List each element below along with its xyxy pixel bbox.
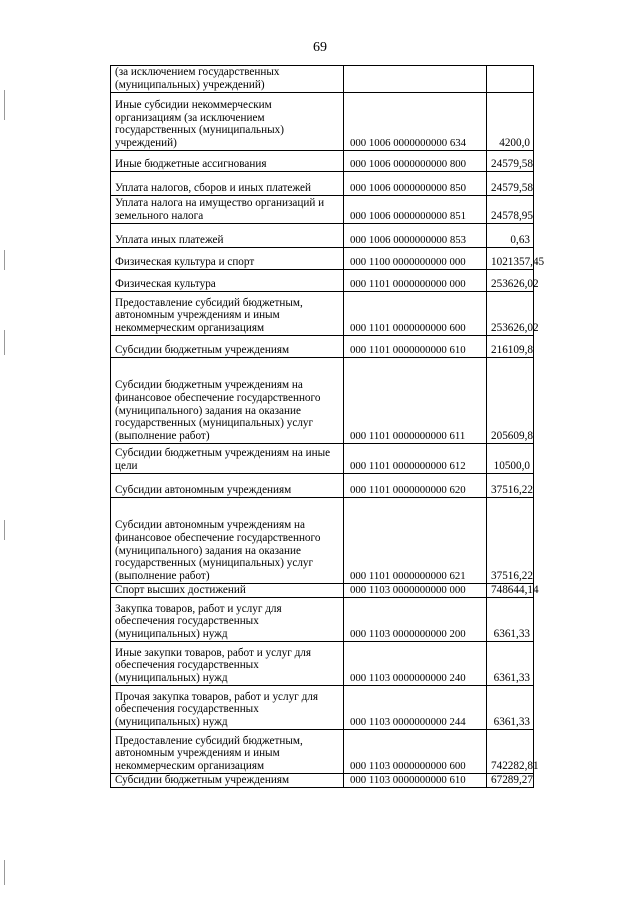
row-amount: 6361,33 [487,642,534,686]
table-row [111,224,534,248]
row-amount [487,66,534,93]
table-row [111,474,534,498]
row-code: 000 1103 0000000000 200 [344,598,487,642]
table-row [111,292,534,336]
table-row [111,270,534,292]
row-code: 000 1103 0000000000 610 [344,774,487,788]
row-name: Уплата налогов, сборов и иных платежей [111,172,344,196]
row-code: 000 1103 0000000000 244 [344,686,487,730]
scan-mark [4,520,5,540]
row-code: 000 1103 0000000000 600 [344,730,487,774]
row-code: 000 1006 0000000000 853 [344,224,487,248]
page-number: 69 [313,40,327,55]
row-name: Иные субсидии некоммерческим организациям (за исключением государственных (муниципальных) учреждений) [111,93,344,151]
table-row [111,584,534,598]
table-row [111,172,534,196]
row-amount: 6361,33 [487,686,534,730]
row-name: Субсидии бюджетным учреждениям [111,336,344,358]
row-name: Уплата налога на имущество организаций и земельного налога [111,196,344,224]
row-amount: 205609,8 [487,358,534,444]
row-amount: 4200,0 [487,93,534,151]
row-amount: 37516,22 [487,474,534,498]
row-amount: 37516,22 [487,498,534,584]
row-code: 000 1100 0000000000 000 [344,248,487,270]
scan-mark [4,250,5,270]
scan-mark [4,90,5,120]
row-name: Иные бюджетные ассигнования [111,151,344,172]
table-row [111,66,534,93]
row-code: 000 1006 0000000000 634 [344,93,487,151]
table-row [111,730,534,774]
table-row [111,196,534,224]
row-amount: 1021357,45 [487,248,534,270]
row-name: Предоставление субсидий бюджетным, автономным учреждениям и иным некоммерческим организациям [111,730,344,774]
row-amount: 24579,58 [487,151,534,172]
row-name: Субсидии бюджетным учреждениям на иные цели [111,444,344,474]
table-row [111,686,534,730]
row-code: 000 1006 0000000000 851 [344,196,487,224]
row-code: 000 1006 0000000000 850 [344,172,487,196]
row-name: Иные закупки товаров, работ и услуг для обеспечения государственных (муниципальных) нужд [111,642,344,686]
row-name: Прочая закупка товаров, работ и услуг для обеспечения государственных (муниципальных) нужд [111,686,344,730]
row-name: Уплата иных платежей [111,224,344,248]
row-name: (за исключением государственных (муниципальных) учреждений) [111,66,344,93]
row-name: Субсидии бюджетным учреждениям на финансовое обеспечение государственного (муниципального) задания на оказание государственных (муниципальных) услуг (выполнение работ) [111,358,344,444]
row-amount: 24579,58 [487,172,534,196]
table-row [111,642,534,686]
table-row [111,336,534,358]
row-code: 000 1006 0000000000 800 [344,151,487,172]
row-amount: 253626,02 [487,292,534,336]
table-row [111,598,534,642]
scan-mark [4,330,5,355]
row-amount: 24578,95 [487,196,534,224]
table-row [111,93,534,151]
row-code: 000 1101 0000000000 620 [344,474,487,498]
table-row [111,248,534,270]
table-row [111,358,534,444]
row-code [344,66,487,93]
table-row [111,151,534,172]
row-code: 000 1103 0000000000 240 [344,642,487,686]
row-code: 000 1101 0000000000 611 [344,358,487,444]
table-row [111,774,534,788]
table-row [111,444,534,474]
row-code: 000 1101 0000000000 600 [344,292,487,336]
row-name: Физическая культура [111,270,344,292]
row-code: 000 1101 0000000000 621 [344,498,487,584]
row-amount: 742282,81 [487,730,534,774]
budget-table [110,65,545,788]
row-amount: 6361,33 [487,598,534,642]
row-code: 000 1103 0000000000 000 [344,584,487,598]
scan-mark [4,860,5,885]
row-code: 000 1101 0000000000 612 [344,444,487,474]
row-amount: 253626,02 [487,270,534,292]
row-name: Закупка товаров, работ и услуг для обеспечения государственных (муниципальных) нужд [111,598,344,642]
row-name: Физическая культура и спорт [111,248,344,270]
row-amount: 10500,0 [487,444,534,474]
row-name: Предоставление субсидий бюджетным, автономным учреждениям и иным некоммерческим организациям [111,292,344,336]
row-name: Спорт высших достижений [111,584,344,598]
table-row [111,498,534,584]
row-amount: 748644,14 [487,584,534,598]
row-amount: 67289,27 [487,774,534,788]
row-name: Субсидии автономным учреждениям на финансовое обеспечение государственного (муниципального) задания на оказание государственных (муниципальных) услуг (выполнение работ) [111,498,344,584]
row-amount: 216109,8 [487,336,534,358]
row-name: Субсидии бюджетным учреждениям [111,774,344,788]
row-code: 000 1101 0000000000 610 [344,336,487,358]
row-name: Субсидии автономным учреждениям [111,474,344,498]
row-code: 000 1101 0000000000 000 [344,270,487,292]
row-amount: 0,63 [487,224,534,248]
